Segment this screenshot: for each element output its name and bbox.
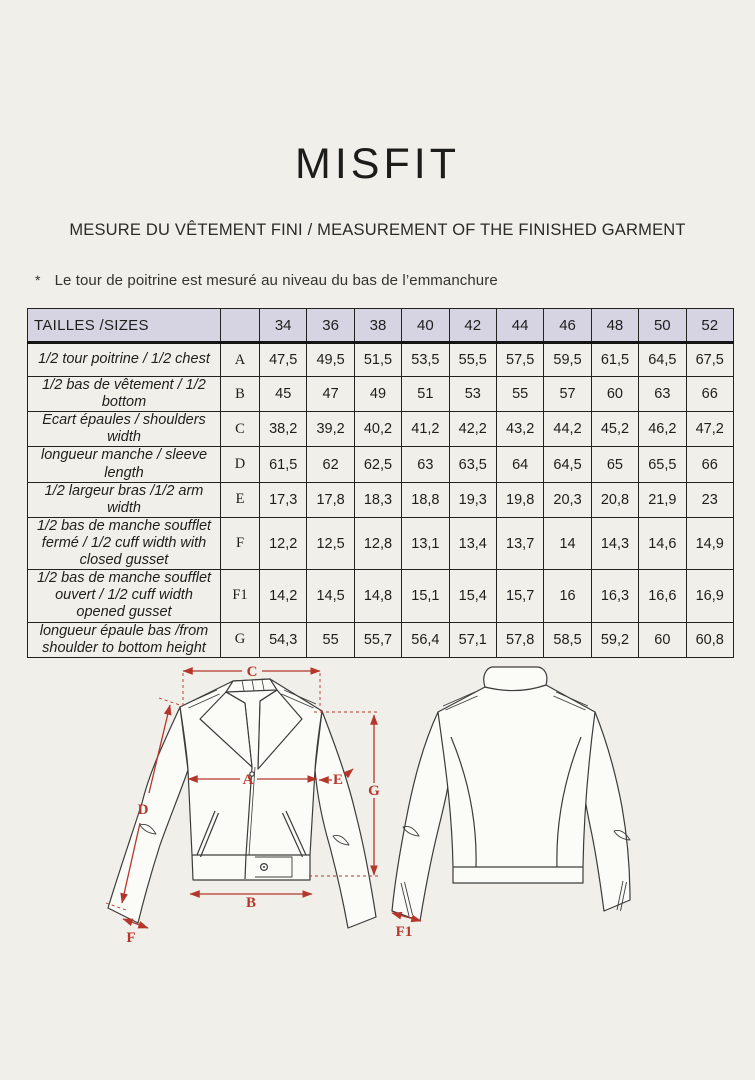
size-value-cell: 14,2 — [260, 570, 307, 622]
size-value-cell: 61,5 — [260, 447, 307, 482]
measurement-name-cell: Ecart épaules / shoulders width — [28, 412, 221, 447]
size-column-header: 34 — [260, 309, 307, 343]
size-value-cell: 57,8 — [496, 622, 543, 657]
size-value-cell: 57 — [544, 377, 591, 412]
size-value-cell: 58,5 — [544, 622, 591, 657]
size-value-cell: 60,8 — [686, 622, 733, 657]
table-row — [28, 447, 734, 482]
chest-measure-note — [35, 272, 498, 289]
size-table-body — [28, 343, 734, 658]
measurement-label-d: D — [137, 802, 149, 818]
size-value-cell: 15,4 — [449, 570, 496, 622]
size-value-cell: 64 — [496, 447, 543, 482]
front-right-sleeve — [315, 711, 376, 928]
size-value-cell: 53,5 — [402, 343, 449, 377]
size-value-cell: 19,8 — [496, 482, 543, 517]
table-row — [28, 412, 734, 447]
table-row — [28, 570, 734, 622]
size-value-cell: 19,3 — [449, 482, 496, 517]
size-value-cell: 63 — [402, 447, 449, 482]
measurement-letter-cell: F1 — [221, 570, 260, 622]
size-value-cell: 16,6 — [639, 570, 686, 622]
measurement-label-a: A — [242, 772, 254, 788]
size-value-cell: 45 — [260, 377, 307, 412]
size-value-cell: 65,5 — [639, 447, 686, 482]
size-value-cell: 57,1 — [449, 622, 496, 657]
size-column-header: 44 — [496, 309, 543, 343]
letter-column-header — [221, 309, 260, 343]
size-value-cell: 15,7 — [496, 570, 543, 622]
size-value-cell: 61,5 — [591, 343, 638, 377]
size-value-cell: 14,3 — [591, 517, 638, 569]
measurement-name-cell: longueur épaule bas /from shoulder to bottom height — [28, 622, 221, 657]
size-value-cell: 39,2 — [307, 412, 354, 447]
size-value-cell: 16,9 — [686, 570, 733, 622]
size-value-cell: 54,3 — [260, 622, 307, 657]
size-value-cell: 65 — [591, 447, 638, 482]
size-value-cell: 66 — [686, 377, 733, 412]
page-title: MISFIT — [295, 140, 460, 188]
size-value-cell: 53 — [449, 377, 496, 412]
size-value-cell: 62,5 — [354, 447, 401, 482]
measurement-name-cell: 1/2 bas de manche soufflet fermé / 1/2 cuff width with closed gusset — [28, 517, 221, 569]
size-value-cell: 47,2 — [686, 412, 733, 447]
table-header-row — [28, 309, 734, 343]
size-value-cell: 13,7 — [496, 517, 543, 569]
footnote-text: Le tour de poitrine est mesuré au niveau du bas de l’emmanchure — [54, 272, 498, 289]
table-row — [28, 517, 734, 569]
size-value-cell: 66 — [686, 447, 733, 482]
size-value-cell: 12,5 — [307, 517, 354, 569]
size-value-cell: 38,2 — [260, 412, 307, 447]
measurement-name-cell: 1/2 largeur bras /1/2 arm width — [28, 482, 221, 517]
size-value-cell: 63,5 — [449, 447, 496, 482]
measurement-label-c: C — [246, 664, 258, 680]
measurement-letter-cell: A — [221, 343, 260, 377]
size-column-header: 36 — [307, 309, 354, 343]
size-column-header: 50 — [639, 309, 686, 343]
measurement-letter-cell: B — [221, 377, 260, 412]
back-collar — [484, 667, 547, 691]
size-value-cell: 51 — [402, 377, 449, 412]
size-value-cell: 56,4 — [402, 622, 449, 657]
size-value-cell: 17,3 — [260, 482, 307, 517]
size-value-cell: 12,8 — [354, 517, 401, 569]
size-value-cell: 46,2 — [639, 412, 686, 447]
size-value-cell: 60 — [639, 622, 686, 657]
size-value-cell: 41,2 — [402, 412, 449, 447]
size-column-header: 42 — [449, 309, 496, 343]
measurement-letter-cell: E — [221, 482, 260, 517]
measurement-letter-cell: F — [221, 517, 260, 569]
measurement-name-cell: 1/2 bas de vêtement / 1/2 bottom — [28, 377, 221, 412]
size-value-cell: 49 — [354, 377, 401, 412]
size-value-cell: 51,5 — [354, 343, 401, 377]
size-value-cell: 23 — [686, 482, 733, 517]
size-value-cell: 44,2 — [544, 412, 591, 447]
size-column-header: 38 — [354, 309, 401, 343]
measurement-label-f: F — [126, 930, 136, 946]
size-value-cell: 47 — [307, 377, 354, 412]
size-column-header: 46 — [544, 309, 591, 343]
size-table — [27, 308, 734, 658]
size-value-cell: 62 — [307, 447, 354, 482]
measurement-letter-cell: G — [221, 622, 260, 657]
size-column-header: 48 — [591, 309, 638, 343]
page-subtitle: MESURE DU VÊTEMENT FINI / MEASUREMENT OF THE FINISHED GARMENT — [69, 221, 686, 239]
front-collar-band — [226, 679, 277, 692]
back-body — [438, 685, 595, 883]
technical-drawings — [30, 645, 730, 970]
size-value-cell: 15,1 — [402, 570, 449, 622]
size-value-cell: 60 — [591, 377, 638, 412]
size-value-cell: 55,5 — [449, 343, 496, 377]
size-value-cell: 13,1 — [402, 517, 449, 569]
measurement-label-e: E — [332, 772, 344, 788]
size-value-cell: 40,2 — [354, 412, 401, 447]
size-value-cell: 18,8 — [402, 482, 449, 517]
size-value-cell: 55 — [496, 377, 543, 412]
size-value-cell: 55 — [307, 622, 354, 657]
back-cuff-zippers — [401, 881, 627, 916]
size-value-cell: 16,3 — [591, 570, 638, 622]
measurement-label-b: B — [245, 895, 257, 911]
footnote-asterisk: * — [35, 272, 41, 288]
size-value-cell: 13,4 — [449, 517, 496, 569]
measurement-name-cell: longueur manche / sleeve length — [28, 447, 221, 482]
size-value-cell: 64,5 — [544, 447, 591, 482]
size-value-cell: 57,5 — [496, 343, 543, 377]
size-value-cell: 45,2 — [591, 412, 638, 447]
measurement-letter-cell: D — [221, 447, 260, 482]
size-value-cell: 14,5 — [307, 570, 354, 622]
size-value-cell: 42,2 — [449, 412, 496, 447]
measurement-label-f1: F1 — [395, 924, 413, 940]
size-value-cell: 64,5 — [639, 343, 686, 377]
size-value-cell: 63 — [639, 377, 686, 412]
size-value-cell: 59,5 — [544, 343, 591, 377]
size-value-cell: 18,3 — [354, 482, 401, 517]
table-row — [28, 377, 734, 412]
size-value-cell: 55,7 — [354, 622, 401, 657]
size-value-cell: 20,3 — [544, 482, 591, 517]
size-value-cell: 14,6 — [639, 517, 686, 569]
size-table-header — [28, 309, 734, 343]
size-column-header: 40 — [402, 309, 449, 343]
size-value-cell: 47,5 — [260, 343, 307, 377]
size-value-cell: 67,5 — [686, 343, 733, 377]
measurement-name-cell: 1/2 tour poitrine / 1/2 chest — [28, 343, 221, 377]
size-value-cell: 14,8 — [354, 570, 401, 622]
size-column-header: 52 — [686, 309, 733, 343]
size-value-cell: 16 — [544, 570, 591, 622]
sizes-header-label: TAILLES /SIZES — [28, 309, 221, 343]
table-row — [28, 482, 734, 517]
measurement-label-g: G — [368, 783, 380, 799]
size-value-cell: 43,2 — [496, 412, 543, 447]
size-value-cell: 14,9 — [686, 517, 733, 569]
size-value-cell: 59,2 — [591, 622, 638, 657]
table-row — [28, 343, 734, 377]
size-value-cell: 20,8 — [591, 482, 638, 517]
size-value-cell: 21,9 — [639, 482, 686, 517]
measurement-letter-cell: C — [221, 412, 260, 447]
size-value-cell: 12,2 — [260, 517, 307, 569]
size-value-cell: 14 — [544, 517, 591, 569]
measurement-name-cell: 1/2 bas de manche soufflet ouvert / 1/2 cuff width opened gusset — [28, 570, 221, 622]
jacket-back-drawing — [392, 667, 630, 921]
size-value-cell: 17,8 — [307, 482, 354, 517]
size-value-cell: 49,5 — [307, 343, 354, 377]
